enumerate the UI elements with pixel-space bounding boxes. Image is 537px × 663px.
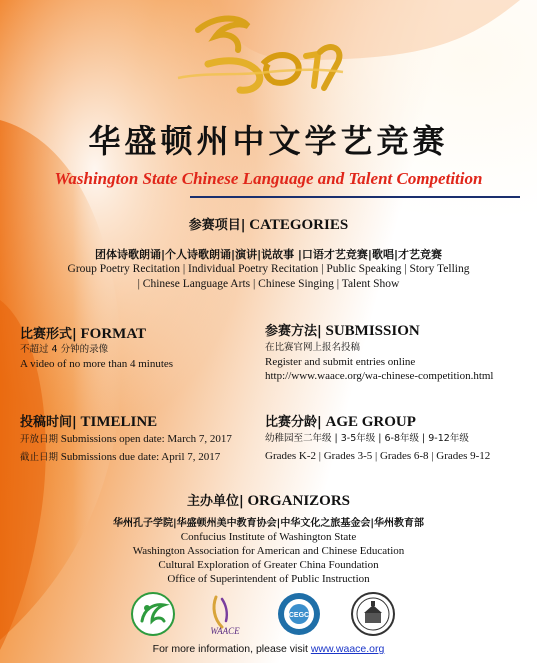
organizer-item: Washington Association for American and Chinese Education xyxy=(132,545,405,557)
age-group-heading-en: AGE GROUP xyxy=(325,414,416,430)
submission-line-zh: 在比赛官网上报名投稿 xyxy=(265,342,361,353)
timeline-due xyxy=(20,450,232,465)
timeline-heading xyxy=(20,411,157,431)
format-line-zh: 不超过 4 分钟的录像 xyxy=(20,344,109,355)
confucius-institute-logo xyxy=(130,591,176,637)
timeline-details xyxy=(20,432,232,465)
age-group-heading xyxy=(265,411,416,431)
title-chinese: 华盛顿州中文学艺竞赛 xyxy=(88,122,449,160)
footer-text: For more information, please visit xyxy=(152,643,311,655)
footer xyxy=(0,643,537,655)
age-group-line-zh: 幼稚园至二年级 | 3-5年级 | 6-8年级 | 9-12年级 xyxy=(265,433,469,444)
categories-heading xyxy=(0,214,537,234)
organizer-item: Cultural Exploration of Greater China Foundation xyxy=(158,559,379,571)
submission-line-en: Register and submit entries online xyxy=(265,356,416,368)
timeline-heading-zh: 投稿时间| xyxy=(20,415,77,430)
format-heading xyxy=(20,323,146,343)
format-heading-zh: 比赛形式| xyxy=(20,327,77,342)
organizers-heading-en: ORGANIZORS xyxy=(247,493,351,509)
age-group-line-en: Grades K-2 | Grades 3-5 | Grades 6-8 | Grades 9-12 xyxy=(265,450,491,462)
submission-details xyxy=(265,341,494,383)
footer-link[interactable]: www.waace.org xyxy=(310,643,385,655)
submission-heading-en: SUBMISSION xyxy=(325,323,420,339)
format-heading-en: FORMAT xyxy=(80,326,147,342)
timeline-open-zh: 开放日期 xyxy=(20,434,59,445)
cegc-logo xyxy=(276,591,322,637)
categories-list-zh: 团体诗歌朗诵|个人诗歌朗诵|演讲|说故事 |口语才艺竞赛|歌唱|才艺竞赛 xyxy=(95,248,442,261)
organizer-logos xyxy=(130,591,400,639)
organizers-list-en xyxy=(0,530,537,586)
age-group-heading-zh: 比赛分龄| xyxy=(265,415,322,430)
format-line-en: A video of no more than 4 minutes xyxy=(20,358,174,370)
organizer-item: Office of Superintendent of Public Instruction xyxy=(167,573,370,585)
organizer-item: Confucius Institute of Washington State xyxy=(180,531,357,543)
submission-url[interactable]: http://www.waace.org/wa-chinese-competition.html xyxy=(265,370,494,382)
organizers-heading xyxy=(0,490,537,510)
categories-heading-en: CATEGORIES xyxy=(249,217,349,233)
cegc-logo-text: CEGC xyxy=(288,612,310,619)
ospi-seal-logo xyxy=(350,591,396,637)
timeline-open-en: Submissions open date: March 7, 2017 xyxy=(60,433,232,445)
categories-list-en-line1: Group Poetry Recitation | Individual Poetry Recitation | Public Speaking | Story Telling xyxy=(67,263,470,275)
format-details xyxy=(20,343,173,371)
timeline-due-zh: 截止日期 xyxy=(20,452,59,463)
dragon-2017-logo xyxy=(168,12,348,98)
categories-heading-zh: 参赛项目| xyxy=(188,218,246,233)
timeline-open xyxy=(20,432,232,447)
waace-logo xyxy=(202,591,248,637)
submission-heading xyxy=(265,320,420,340)
timeline-heading-en: TIMELINE xyxy=(80,414,158,430)
timeline-due-en: Submissions due date: April 7, 2017 xyxy=(60,451,221,463)
title-divider xyxy=(190,196,520,198)
title-english: Washington State Chinese Language and Talent Competition xyxy=(54,169,483,188)
organizers-heading-zh: 主办单位| xyxy=(186,494,244,509)
waace-logo-text: WAACE xyxy=(210,626,240,636)
organizers-list-zh: 华州孔子学院|华盛顿州美中教育协会|中华文化之旅基金会|华州教育部 xyxy=(113,518,424,529)
submission-heading-zh: 参赛方法| xyxy=(265,324,322,339)
age-group-details xyxy=(265,432,490,463)
categories-list-en-line2: | Chinese Language Arts | Chinese Singing | Talent Show xyxy=(137,278,400,290)
